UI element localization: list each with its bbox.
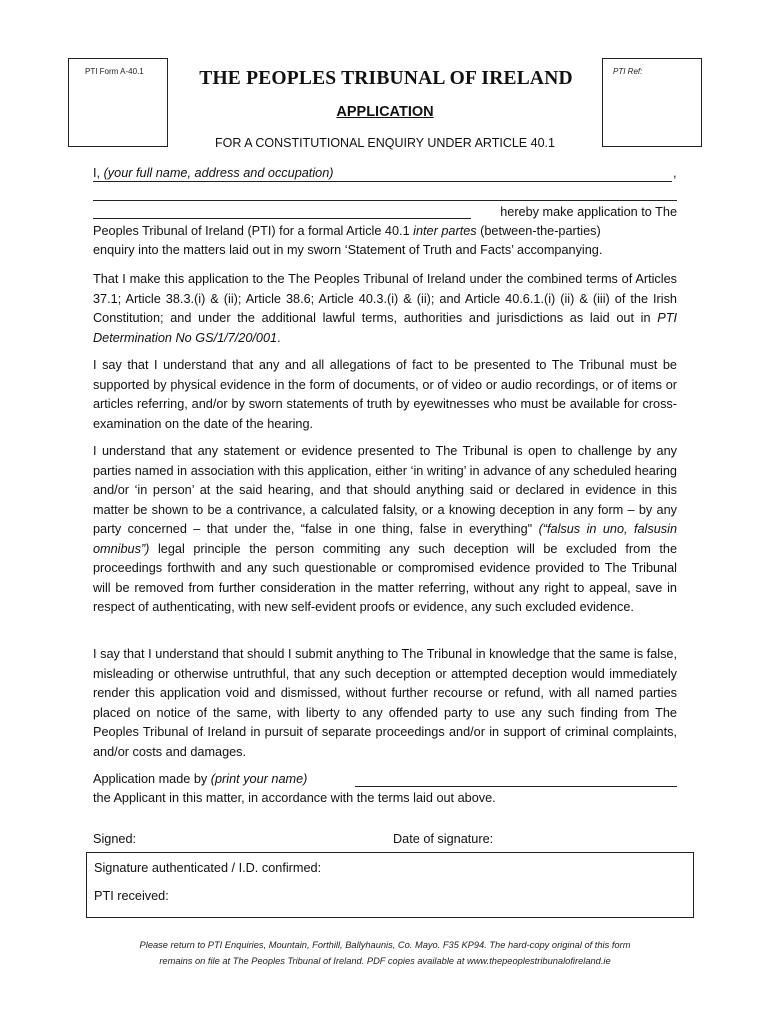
paragraph-evidence: I say that I understand that any and all allegations of fact to be presented to The Tribunal must be supported by physical evidence in the form of documents, or of video or audio recordings, or of items or articles referring, and/or by sworn statements of truth by eyewitnesses who must be available for cross-examination on the date of the hearing. [93, 358, 677, 431]
application-heading: APPLICATION [336, 104, 434, 120]
inter-partes-italic: inter partes [413, 224, 477, 238]
pti-ref-box[interactable] [602, 58, 702, 147]
intro-line-3: enquiry into the matters laid out in my sworn ‘Statement of Truth and Facts’ accompanying. [93, 243, 603, 257]
applicant-statement: the Applicant in this matter, in accordance with the terms laid out above. [93, 791, 496, 805]
pti-received-label: PTI received: [94, 889, 169, 903]
name-field-line-3[interactable] [93, 218, 471, 219]
page-title: THE PEOPLES TRIBUNAL OF IRELAND [199, 68, 573, 89]
form-number-label: PTI Form A-40.1 [85, 67, 144, 76]
footer-line-1: Please return to PTI Enquiries, Mountain, Forthill, Ballyhaunis, Co. Mayo. F35 KP94. The hard-copy original of this form [139, 940, 631, 950]
subtitle: FOR A CONSTITUTIONAL ENQUIRY UNDER ARTICLE 40.1 [215, 136, 555, 150]
footer-line-2: remains on file at The Peoples Tribunal of Ireland. PDF copies available at www.thepeoplestribunalofireland.ie [159, 955, 611, 966]
date-signature-label: Date of signature: [393, 832, 494, 846]
office-use-box[interactable] [86, 852, 694, 918]
latin-principle: (“falsus in uno, falsusin omnibus”) [93, 522, 677, 556]
form-number-box [68, 58, 168, 147]
footer-note [60, 938, 710, 969]
intro-line-2: Peoples Tribunal of Ireland (PTI) for a formal Article 40.1 inter partes (between-the-parties) [93, 224, 601, 238]
name-field-line-2[interactable] [93, 200, 677, 201]
hereby-text: hereby make application to The [500, 205, 677, 219]
print-name-field[interactable] [355, 786, 677, 787]
paragraph-articles: That I make this application to the The Peoples Tribunal of Ireland under the combined terms of Articles 37.1; Article 38.3.(i) & (ii); Article 38.6; Article 40.3.(i) & (ii); and Article 40.6.1.(i) (ii) & (iii) of the Irish Constitution; and under the additional lawful terms, authorities and jurisdictions as laid out in PTI Determination No GS/1/7/20/001. [93, 272, 677, 345]
application-made-by: Application made by (print your name) [93, 772, 308, 786]
pti-determination: PTI Determination No GS/1/7/20/001 [93, 311, 677, 345]
paragraph-falsity: I say that I understand that should I submit anything to The Tribunal in knowledge that the same is false, misleading or otherwise untruthful, that any such deception or attempted deception would immediately render this application void and dismissed, without further recourse or refund, with all named parties placed on notice of the same, with liberty to any offended party to use any such finding from The Peoples Tribunal of Ireland in pursuit of separate proceedings and/or in support of criminal complaints, and/or costs and damages. [93, 647, 677, 759]
intro-comma: , [673, 166, 677, 180]
intro-prefix: I, [93, 166, 104, 180]
print-name-prompt: (print your name) [210, 772, 308, 786]
paragraph-challenge: I understand that any statement or evidence presented to The Tribunal is open to challenge by any parties named in association with this application, either ‘in writing’ in advance of any scheduled hearing and/or ‘in person’ at the said hearing, and that should anything said or declared in evidence in this matter be shown to be a contrivance, a calculated falsity, or a knowing deception in any form – by any party concerned – that under the, “false in one thing, false in everything" (“falsus in uno, falsusin omnibus”) legal principle the person commiting any such deception will be excluded from the proceedings forthwith and any such questionable or compromised evidence provided to The Tribunal will be removed from further consideration in the matter referring, without any right to appeal, save in respect of authenticating, with new self-evident proofs or evidence, any such excluded evidence. [93, 444, 677, 614]
signed-label: Signed: [93, 832, 137, 846]
pti-ref-label: PTI Ref: [613, 67, 643, 76]
authenticated-label: Signature authenticated / I.D. confirmed: [94, 861, 322, 875]
name-prompt: (your full name, address and occupation) [103, 166, 334, 180]
name-field-line-1[interactable] [93, 181, 672, 182]
